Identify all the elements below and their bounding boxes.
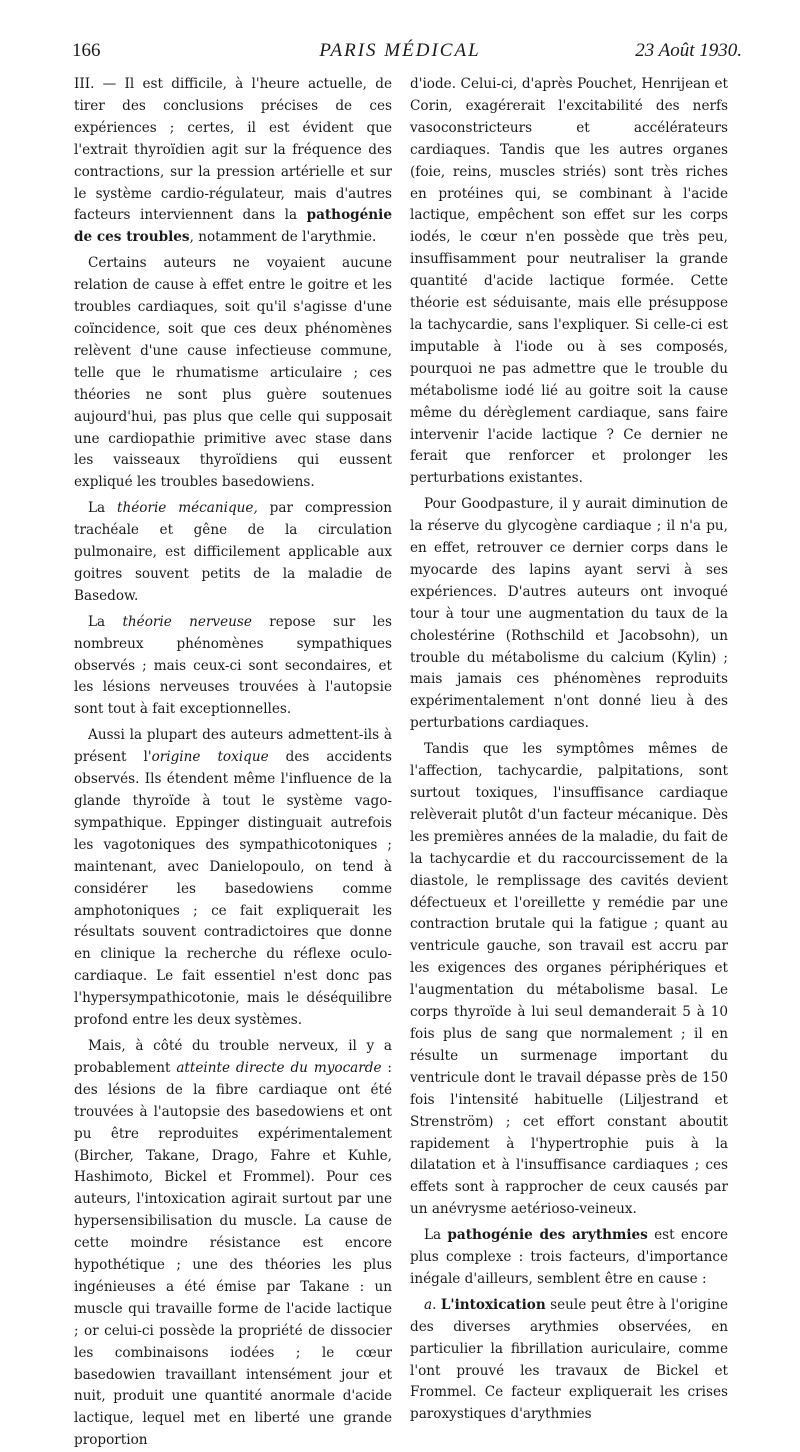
paragraph: Mais, à côté du trouble nerveux, il y a probablement atteinte directe du myocarde : des lésions de la fibre cardiaque ont été trouvées à l'autopsie des basedowiens et ont pu être reproduites expérimentalement (Bircher, Takane, Drago, Fahre et Kuhle, Hashimoto, Bickel et Frommel). Pour ces auteurs, l'intoxication agirait surtout par une hypersensibilisation du muscle. La cause de cette moindre résistance est encore hypothétique ; une des théories les plus ingénieuses a été émise par Takane : un muscle qui travaille forme de l'acide lactique ; or celui-ci possède la propriété de dissocier les combinaisons iodées ; le cœur basedowien travaillant intensément jour et nuit, produit une quantité anormale d'acide lactique, lequel met en liberté une grande proportion: [74, 1037, 392, 1449]
paragraph: a. L'intoxication seule peut être à l'origine des diverses arythmies observées, en particulier la fibrillation auriculaire, comme l'ont prouvé les travaux de Bickel et Frommel. Ce facteur expliquerait les crises paroxystiques d'arythmies: [410, 1296, 729, 1423]
paragraph: Certains auteurs ne voyaient aucune relation de cause à effet entre le goitre et les troubles cardiaques, soit qu'il s'agisse d'une coïncidence, soit que ces deux phénomènes relèvent d'une cause infectieuse commune, telle que le rhumatisme articulaire ; ces théories ne sont plus guère soutenues aujourd'hui, pas plus que celle qui supposait une cardiopathie primitive avec stase dans les vaisseaux thyroïdiens qui eussent expliqué les troubles basedowiens.: [74, 255, 392, 491]
left-column: [74, 74, 392, 1452]
paragraph: III. — Il est difficile, à l'heure actuelle, de tirer des conclusions précises de ces expériences ; certes, il est évident que l'extrait thyroïdien agit sur la fréquence des contractions, sur la pression artérielle et sur le système cardio-régulateur, mais d'autres facteurs interviennent dans la pathogénie de ces troubles, notamment de l'arythmie.: [74, 76, 392, 246]
paragraph: Pour Goodpasture, il y aurait diminution de la réserve du glycogène cardiaque ; il n'a pu, en effet, retrouver ce dernier corps dans le myocarde des lapins ayant servi à ses expériences. D'autres auteurs ont invoqué tour à tour une augmentation du taux de la cholestérine (Rothschild et Jacobsohn), un trouble du métabolisme du calcium (Kylin) ; mais jamais ces phénomènes reproduits expérimentalement n'ont donné lieu à des perturbations cardiaques.: [410, 496, 728, 732]
running-header: [58, 40, 742, 70]
issue-date: 23 Août 1930.: [635, 40, 742, 61]
paragraph: La théorie nerveuse repose sur les nombreux phénomènes sympathiques observés ; mais ceux-ci sont secondaires, et les lésions nerveuses trouvées à l'autopsie sont tout à fait exceptionnelles.: [74, 613, 392, 718]
right-column: [410, 74, 728, 1426]
paragraph: d'iode. Celui-ci, d'après Pouchet, Henrijean et Corin, exagérerait l'excitabilité des nerfs vasoconstricteurs et accélérateurs cardiaques. Tandis que les autres organes (foie, reins, muscles striés) sont très riches en protéines qui, se combinant à l'acide lactique, empêchent son effet sur les corps iodés, le cœur n'en possède que très peu, insuffisamment pour neutraliser la grande quantité d'acide lactique formée. Cette théorie est séduisante, mais elle présuppose la tachycardie, sans l'expliquer. Si celle-ci est imputable à l'iode ou à ses composés, pourquoi ne pas admettre que le trouble du métabolisme iodé lié au goitre soit la cause même du dérèglement cardiaque, sans faire intervenir l'acide lactique ? Ce dernier ne ferait que renforcer et prolonger les perturbations existantes.: [410, 76, 728, 487]
paragraph: La théorie mécanique, par compression trachéale et gêne de la circulation pulmonaire, est difficilement applicable aux goitres souvent petits de la maladie de Basedow.: [74, 500, 392, 604]
page-number: 166: [72, 40, 101, 61]
paragraph: Aussi la plupart des auteurs admettent-ils à présent l'origine toxique des accidents observés. Ils étendent même l'influence de la glande thyroïde à tout le système vago-sympathique. Eppinger distinguait autrefois les vagotoniques des sympathicotoniques ; maintenant, avec Danielopoulo, on tend à considérer les basedowiens comme amphotoniques ; ce fait expliquerait les résultats souvent contradictoires que donne en clinique la recherche du réflexe oculo-cardiaque. Le fait essentiel n'est donc pas l'hypersympathicotonie, mais le déséquilibre profond entre les deux systèmes.: [74, 727, 392, 1029]
paragraph: Tandis que les symptômes mêmes de l'affection, tachycardie, palpitations, sont surtout toxiques, l'insuffisance cardiaque relèverait plutôt d'un facteur mécanique. Dès les premières années de la maladie, du fait de la tachycardie et du raccourcissement de la diastole, le remplissage des cavités devient défectueux et l'oreillette y remédie par une contraction brutale qui la fatigue ; quant au ventricule gauche, son travail est accru par les exigences des organes périphériques et l'augmentation du métabolisme basal. Le corps thyroïde à lui seul demanderait 5 à 10 fois plus de sang que normalement ; il en résulte un surmenage important du ventricule dont le travail dépasse près de 150 fois l'intensité habituelle (Liljestrand et Strenström) ; cet effort constant aboutit rapidement à l'hypertrophie puis à la dilatation et à l'insuffisance cardiaques ; ces effets sont à rapprocher de ceux causés par un anévrysme aetérioso-veineux.: [410, 741, 728, 1218]
journal-title: PARIS MÉDICAL: [319, 40, 481, 61]
paragraph: La pathogénie des arythmies est encore plus complexe : trois facteurs, d'importance inégale d'ailleurs, semblent être en cause :: [410, 1227, 728, 1287]
